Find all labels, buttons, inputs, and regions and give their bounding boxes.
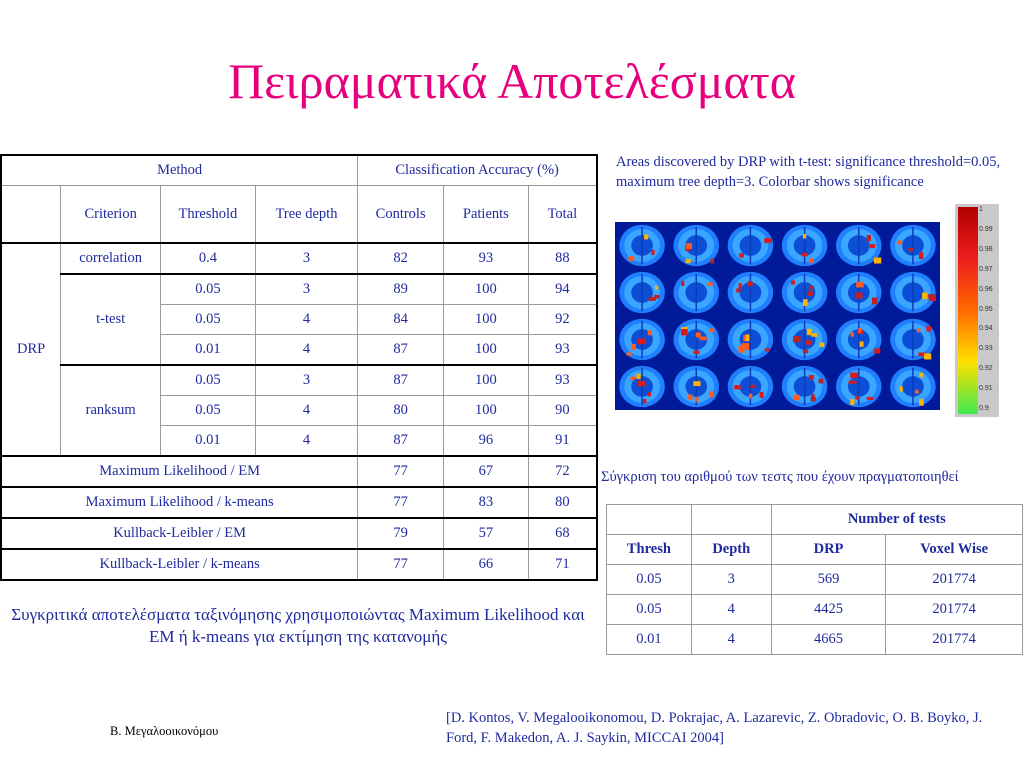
brain-slice [619,225,665,266]
brain-slice [728,319,774,360]
brain-slice [728,225,774,266]
controls-cell: 89 [358,274,444,305]
brain-slice [836,272,882,313]
empty-header-cell [607,505,692,535]
brain-slice [619,366,665,407]
brain-slice [836,366,882,407]
figure-caption: Areas discovered by DRP with t-test: significance threshold=0.05, maximum tree depth=3. Colorbar shows significance [616,154,1001,190]
brain-slice [782,366,828,407]
patients-cell: 100 [444,335,529,366]
reference-citation: [D. Kontos, V. Megalooikonomou, D. Pokrajac, A. Lazarevic, Z. Obradovic, O. B. Boyko, J. Ford, F. Makedon, A. J. Saykin, MICCAI 2004] [446,710,983,746]
patients-cell: 83 [444,487,529,518]
method-cell: Kullback-Leibler / k-means [1,549,358,580]
total-cell: 68 [528,518,597,549]
brain-slice [674,225,720,266]
method-header: Method [1,155,358,186]
colorbar-tick-label: 0.97 [979,265,993,273]
tests-comparison-caption: Σύγκριση του αριθμού των τεστς που έχουν πραγματοποιηθεί [601,469,959,485]
depth-cell: 4 [255,305,358,335]
slide-title: Πειραματικά Αποτελέσματα [228,53,796,109]
colorbar-tick-label: 0.92 [979,365,993,373]
colorbar-tick-label: 0.96 [979,285,993,293]
total-cell: 71 [528,549,597,580]
colorbar-tick-label: 0.93 [979,345,993,353]
controls-cell: 82 [358,243,444,274]
patients-cell: 100 [444,305,529,335]
table-subheader-row [607,535,1023,565]
brain-slices-svg [615,222,940,410]
classification-accuracy-table [0,154,598,581]
number-of-tests-table [606,504,1023,655]
table-row [1,487,597,518]
brain-slice [890,366,936,407]
table-row [607,625,1023,655]
brain-slice [890,225,936,266]
voxel-cell: 201774 [886,565,1023,595]
accuracy-header: Classification Accuracy (%) [358,155,597,186]
thresh-cell: 0.01 [607,625,692,655]
drp-header: DRP [771,535,886,565]
threshold-cell: 0.05 [161,274,256,305]
brain-slice [674,366,720,407]
depth-cell: 3 [255,365,358,396]
controls-cell: 80 [358,396,444,426]
drp-cell: 4425 [771,595,886,625]
threshold-cell: 0.01 [161,426,256,457]
patients-cell: 67 [444,456,529,487]
controls-cell: 77 [358,549,444,580]
criterion-header: Criterion [61,186,161,244]
colorbar-tick-label: 0.9 [979,405,989,412]
depth-header: Depth [691,535,771,565]
patients-cell: 100 [444,365,529,396]
drp-label: DRP [1,243,61,456]
method-cell: Maximum Likelihood / k-means [1,487,358,518]
total-cell: 92 [528,305,597,335]
brain-slice [728,366,774,407]
table-row [1,549,597,580]
table-caption: Συγκριτικά αποτελέσματα ταξινόμησης χρησιμοποιώντας Maximum Likelihood και EM ή k-means για εκτίμηση της κατανομής [11,605,585,646]
controls-header: Controls [358,186,444,244]
patients-cell: 93 [444,243,529,274]
tree-depth-header: Tree depth [255,186,358,244]
brain-slice [782,225,828,266]
drp-cell: 569 [771,565,886,595]
controls-cell: 77 [358,487,444,518]
significance-colorbar [955,204,999,417]
table-row [1,365,597,396]
brain-slice [674,272,720,313]
brain-slice [890,319,936,360]
voxel-cell: 201774 [886,625,1023,655]
controls-cell: 87 [358,335,444,366]
voxel-cell: 201774 [886,595,1023,625]
criterion-cell: t-test [61,274,161,365]
patients-header: Patients [444,186,529,244]
total-cell: 93 [528,335,597,366]
patients-cell: 96 [444,426,529,457]
total-header: Total [528,186,597,244]
depth-cell: 3 [255,243,358,274]
colorbar-tick-label: 0.95 [979,305,993,313]
brain-slice [619,272,665,313]
table-row [1,274,597,305]
method-cell: Kullback-Leibler / EM [1,518,358,549]
table-header-row [607,505,1023,535]
thresh-cell: 0.05 [607,595,692,625]
total-cell: 91 [528,426,597,457]
depth-cell: 4 [691,625,771,655]
total-cell: 88 [528,243,597,274]
total-cell: 94 [528,274,597,305]
table-row [1,518,597,549]
colorbar-gradient [958,207,978,414]
table-header-row [1,155,597,186]
patients-cell: 66 [444,549,529,580]
patients-cell: 57 [444,518,529,549]
criterion-cell: correlation [61,243,161,274]
brain-slices-figure [615,222,940,410]
empty-header-cell [1,186,61,244]
total-cell: 90 [528,396,597,426]
colorbar-tick-label: 0.98 [979,245,993,253]
controls-cell: 84 [358,305,444,335]
voxel-wise-header: Voxel Wise [886,535,1023,565]
depth-cell: 4 [255,335,358,366]
depth-cell: 4 [255,426,358,457]
brain-slice [836,319,882,360]
depth-cell: 4 [691,595,771,625]
brain-slice [782,319,828,360]
colorbar-tick-label: 1 [979,206,983,213]
criterion-cell: ranksum [61,365,161,456]
threshold-cell: 0.05 [161,365,256,396]
thresh-cell: 0.05 [607,565,692,595]
threshold-cell: 0.4 [161,243,256,274]
brain-slice [782,272,828,313]
colorbar-tick-label: 0.99 [979,225,993,233]
depth-cell: 4 [255,396,358,426]
patients-cell: 100 [444,396,529,426]
method-cell: Maximum Likelihood / EM [1,456,358,487]
table-row [1,243,597,274]
table-row [1,456,597,487]
number-of-tests-header: Number of tests [771,505,1022,535]
brain-slice [728,272,774,313]
empty-header-cell [691,505,771,535]
threshold-cell: 0.05 [161,396,256,426]
total-cell: 93 [528,365,597,396]
threshold-cell: 0.05 [161,305,256,335]
brain-slice [674,319,720,360]
drp-cell: 4665 [771,625,886,655]
brain-slice [890,272,936,313]
colorbar-tick-label: 0.91 [979,385,993,393]
colorbar-tick-label: 0.94 [979,325,993,333]
depth-cell: 3 [255,274,358,305]
table-row [607,595,1023,625]
controls-cell: 87 [358,426,444,457]
depth-cell: 3 [691,565,771,595]
threshold-cell: 0.01 [161,335,256,366]
controls-cell: 77 [358,456,444,487]
total-cell: 80 [528,487,597,518]
brain-slice [619,319,665,360]
threshold-header: Threshold [161,186,256,244]
table-row [607,565,1023,595]
author-name: Β. Μεγαλοοικονόμου [110,724,219,738]
thresh-header: Thresh [607,535,692,565]
total-cell: 72 [528,456,597,487]
controls-cell: 87 [358,365,444,396]
brain-slice [836,225,882,266]
table-subheader-row [1,186,597,244]
patients-cell: 100 [444,274,529,305]
controls-cell: 79 [358,518,444,549]
